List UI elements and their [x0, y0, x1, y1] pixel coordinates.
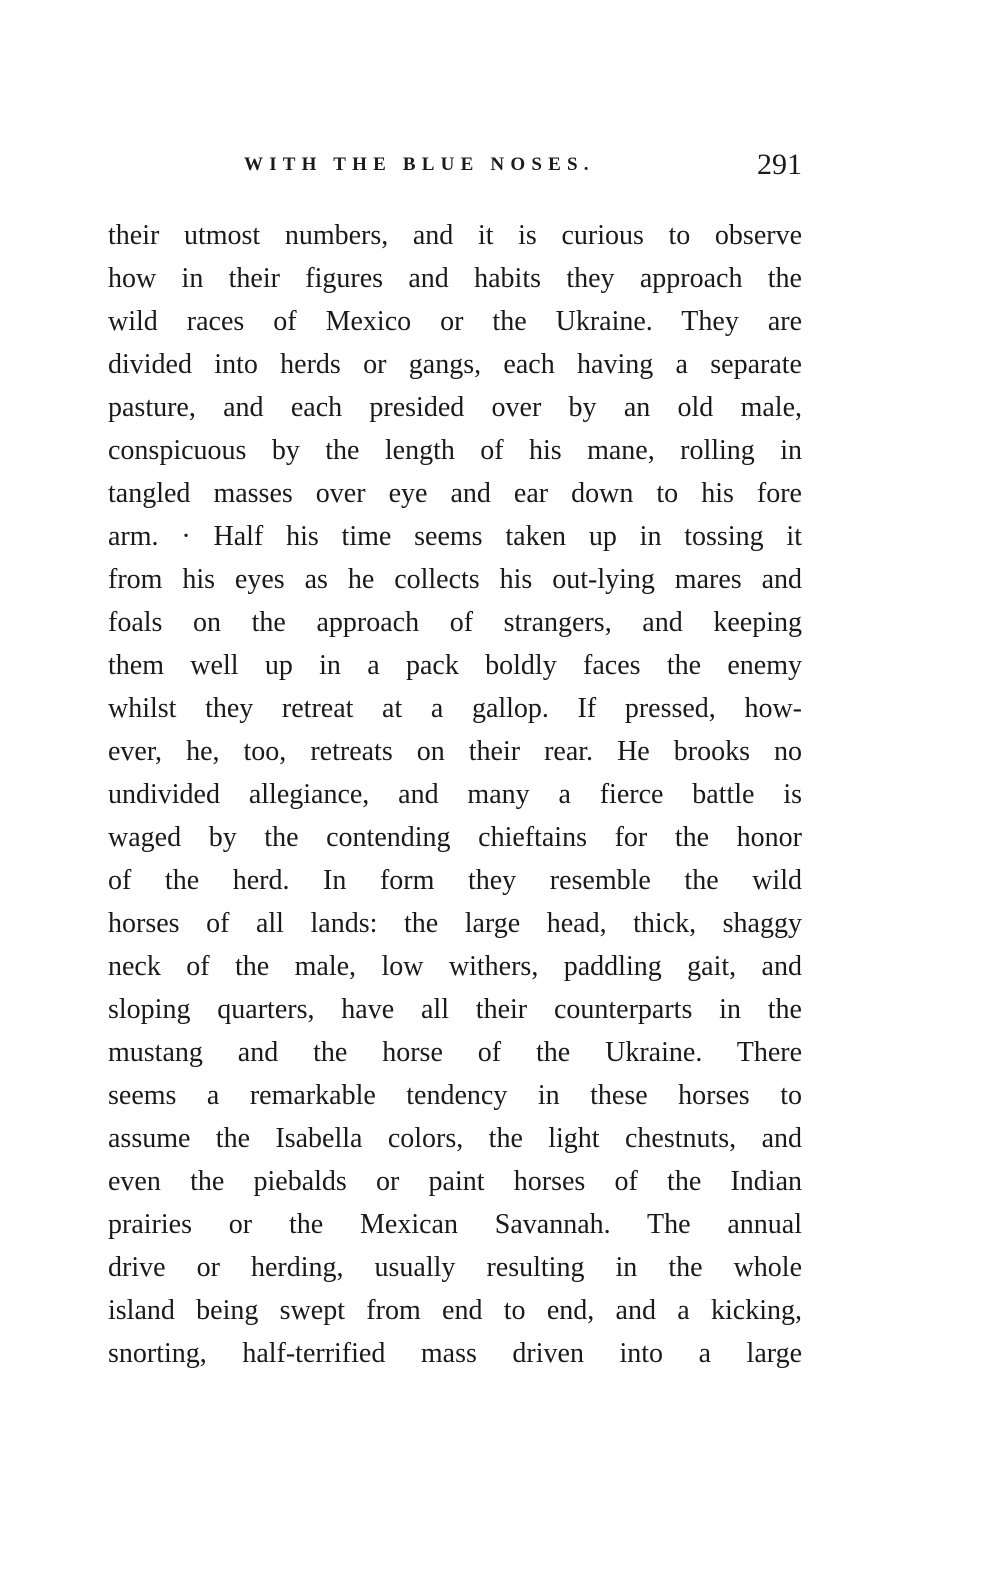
text-line: undivided allegiance, and many a fierce battle is [108, 779, 802, 810]
text-line: even the piebalds or paint horses of the Indian [108, 1166, 802, 1197]
text-line: their utmost numbers, and it is curious to observe [108, 220, 802, 251]
text-line: from his eyes as he collects his out-lying mares and [108, 564, 802, 595]
text-line: waged by the contending chieftains for the honor [108, 822, 802, 853]
text-line: divided into herds or gangs, each having a separate [108, 349, 802, 380]
text-line: snorting, half-terrified mass driven into a large [108, 1338, 802, 1369]
body-text [108, 214, 802, 1375]
running-title: WITH THE BLUE NOSES. [244, 154, 595, 175]
text-line: wild races of Mexico or the Ukraine. They are [108, 306, 802, 337]
text-line: neck of the male, low withers, paddling gait, and [108, 951, 802, 982]
text-line: pasture, and each presided over by an old male, [108, 392, 802, 423]
text-line: horses of all lands: the large head, thick, shaggy [108, 908, 802, 939]
text-line: island being swept from end to end, and a kicking, [108, 1295, 802, 1326]
text-line: prairies or the Mexican Savannah. The annual [108, 1209, 802, 1240]
text-line: sloping quarters, have all their counterparts in the [108, 994, 802, 1025]
text-line: foals on the approach of strangers, and keeping [108, 607, 802, 638]
text-line: of the herd. In form they resemble the wild [108, 865, 802, 896]
text-line: whilst they retreat at a gallop. If pressed, how- [108, 693, 802, 724]
text-line: arm. · Half his time seems taken up in tossing it [108, 521, 802, 552]
text-line: them well up in a pack boldly faces the enemy [108, 650, 802, 681]
text-line: ever, he, too, retreats on their rear. He brooks no [108, 736, 802, 767]
text-line: how in their figures and habits they approach the [108, 263, 802, 294]
page-number: 291 [757, 148, 802, 181]
running-head [108, 148, 802, 188]
text-line: assume the Isabella colors, the light chestnuts, and [108, 1123, 802, 1154]
text-line: seems a remarkable tendency in these horses to [108, 1080, 802, 1111]
text-line: mustang and the horse of the Ukraine. There [108, 1037, 802, 1068]
text-line: conspicuous by the length of his mane, rolling in [108, 435, 802, 466]
text-line: tangled masses over eye and ear down to his fore [108, 478, 802, 509]
text-line: drive or herding, usually resulting in the whole [108, 1252, 802, 1283]
